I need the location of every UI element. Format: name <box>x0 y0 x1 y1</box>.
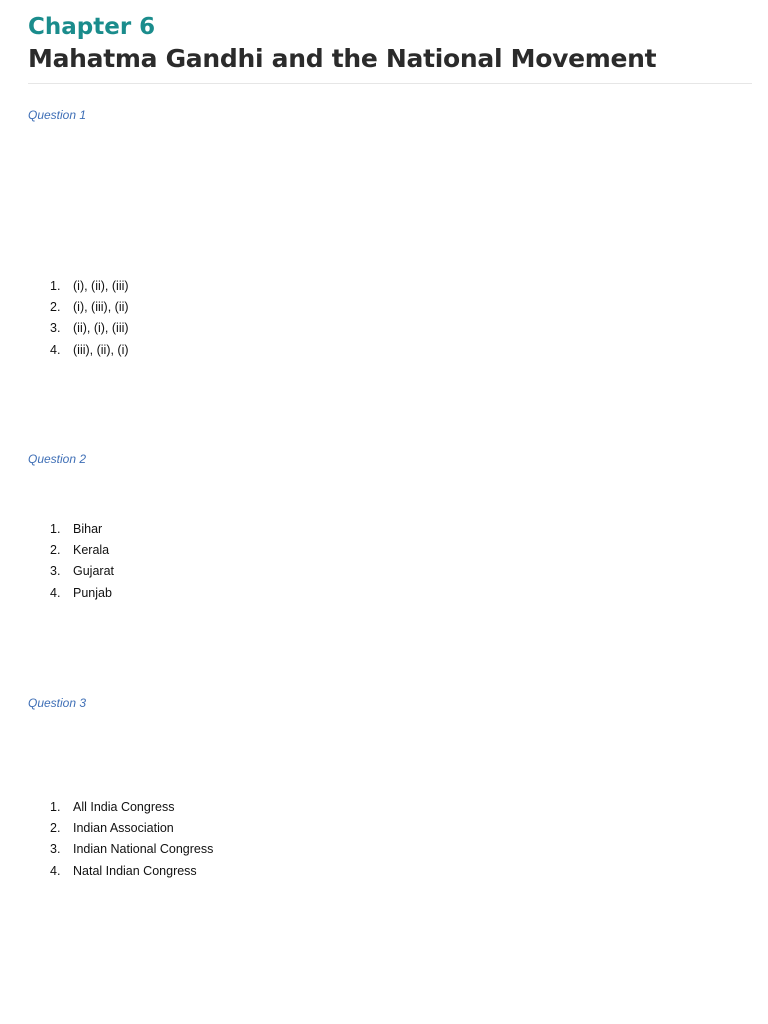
option-number: 1. <box>50 521 61 536</box>
option-number: 1. <box>50 799 61 814</box>
list-item <box>50 796 213 817</box>
list-item <box>50 839 213 860</box>
option-number: 3. <box>50 842 61 857</box>
list-item <box>50 339 129 360</box>
option-text: Bihar <box>73 521 103 536</box>
option-number: 4. <box>50 342 61 357</box>
list-item <box>50 582 114 603</box>
title-divider <box>28 83 752 84</box>
option-text: (i), (iii), (ii) <box>73 299 129 314</box>
option-number: 4. <box>50 585 61 600</box>
list-item <box>50 518 114 539</box>
list-item <box>50 561 114 582</box>
option-number: 2. <box>50 542 61 557</box>
question-2-label: Question 2 <box>28 452 87 466</box>
list-item <box>50 275 129 296</box>
option-text: (i), (ii), (iii) <box>73 278 129 293</box>
question-2-options <box>50 518 114 603</box>
question-3-label: Question 3 <box>28 696 87 710</box>
option-text: Punjab <box>73 585 112 600</box>
option-text: Kerala <box>73 542 110 557</box>
option-number: 4. <box>50 863 61 878</box>
chapter-title: Mahatma Gandhi and the National Movement <box>28 44 657 73</box>
option-number: 1. <box>50 278 61 293</box>
option-number: 3. <box>50 321 61 336</box>
chapter-label: Chapter 6 <box>28 14 156 40</box>
list-item <box>50 860 213 881</box>
list-item <box>50 817 213 838</box>
option-text: Indian Association <box>73 820 174 835</box>
option-text: Gujarat <box>73 564 114 579</box>
option-number: 2. <box>50 820 61 835</box>
list-item <box>50 539 114 560</box>
question-3-options <box>50 796 213 881</box>
option-text: All India Congress <box>73 799 175 814</box>
list-item <box>50 318 129 339</box>
option-text: (ii), (i), (iii) <box>73 321 129 336</box>
option-text: Indian National Congress <box>73 842 214 857</box>
option-text: (iii), (ii), (i) <box>73 342 129 357</box>
option-number: 2. <box>50 299 61 314</box>
question-1-label: Question 1 <box>28 108 87 122</box>
list-item <box>50 296 129 317</box>
question-1-options <box>50 275 129 360</box>
option-text: Natal Indian Congress <box>73 863 197 878</box>
option-number: 3. <box>50 564 61 579</box>
